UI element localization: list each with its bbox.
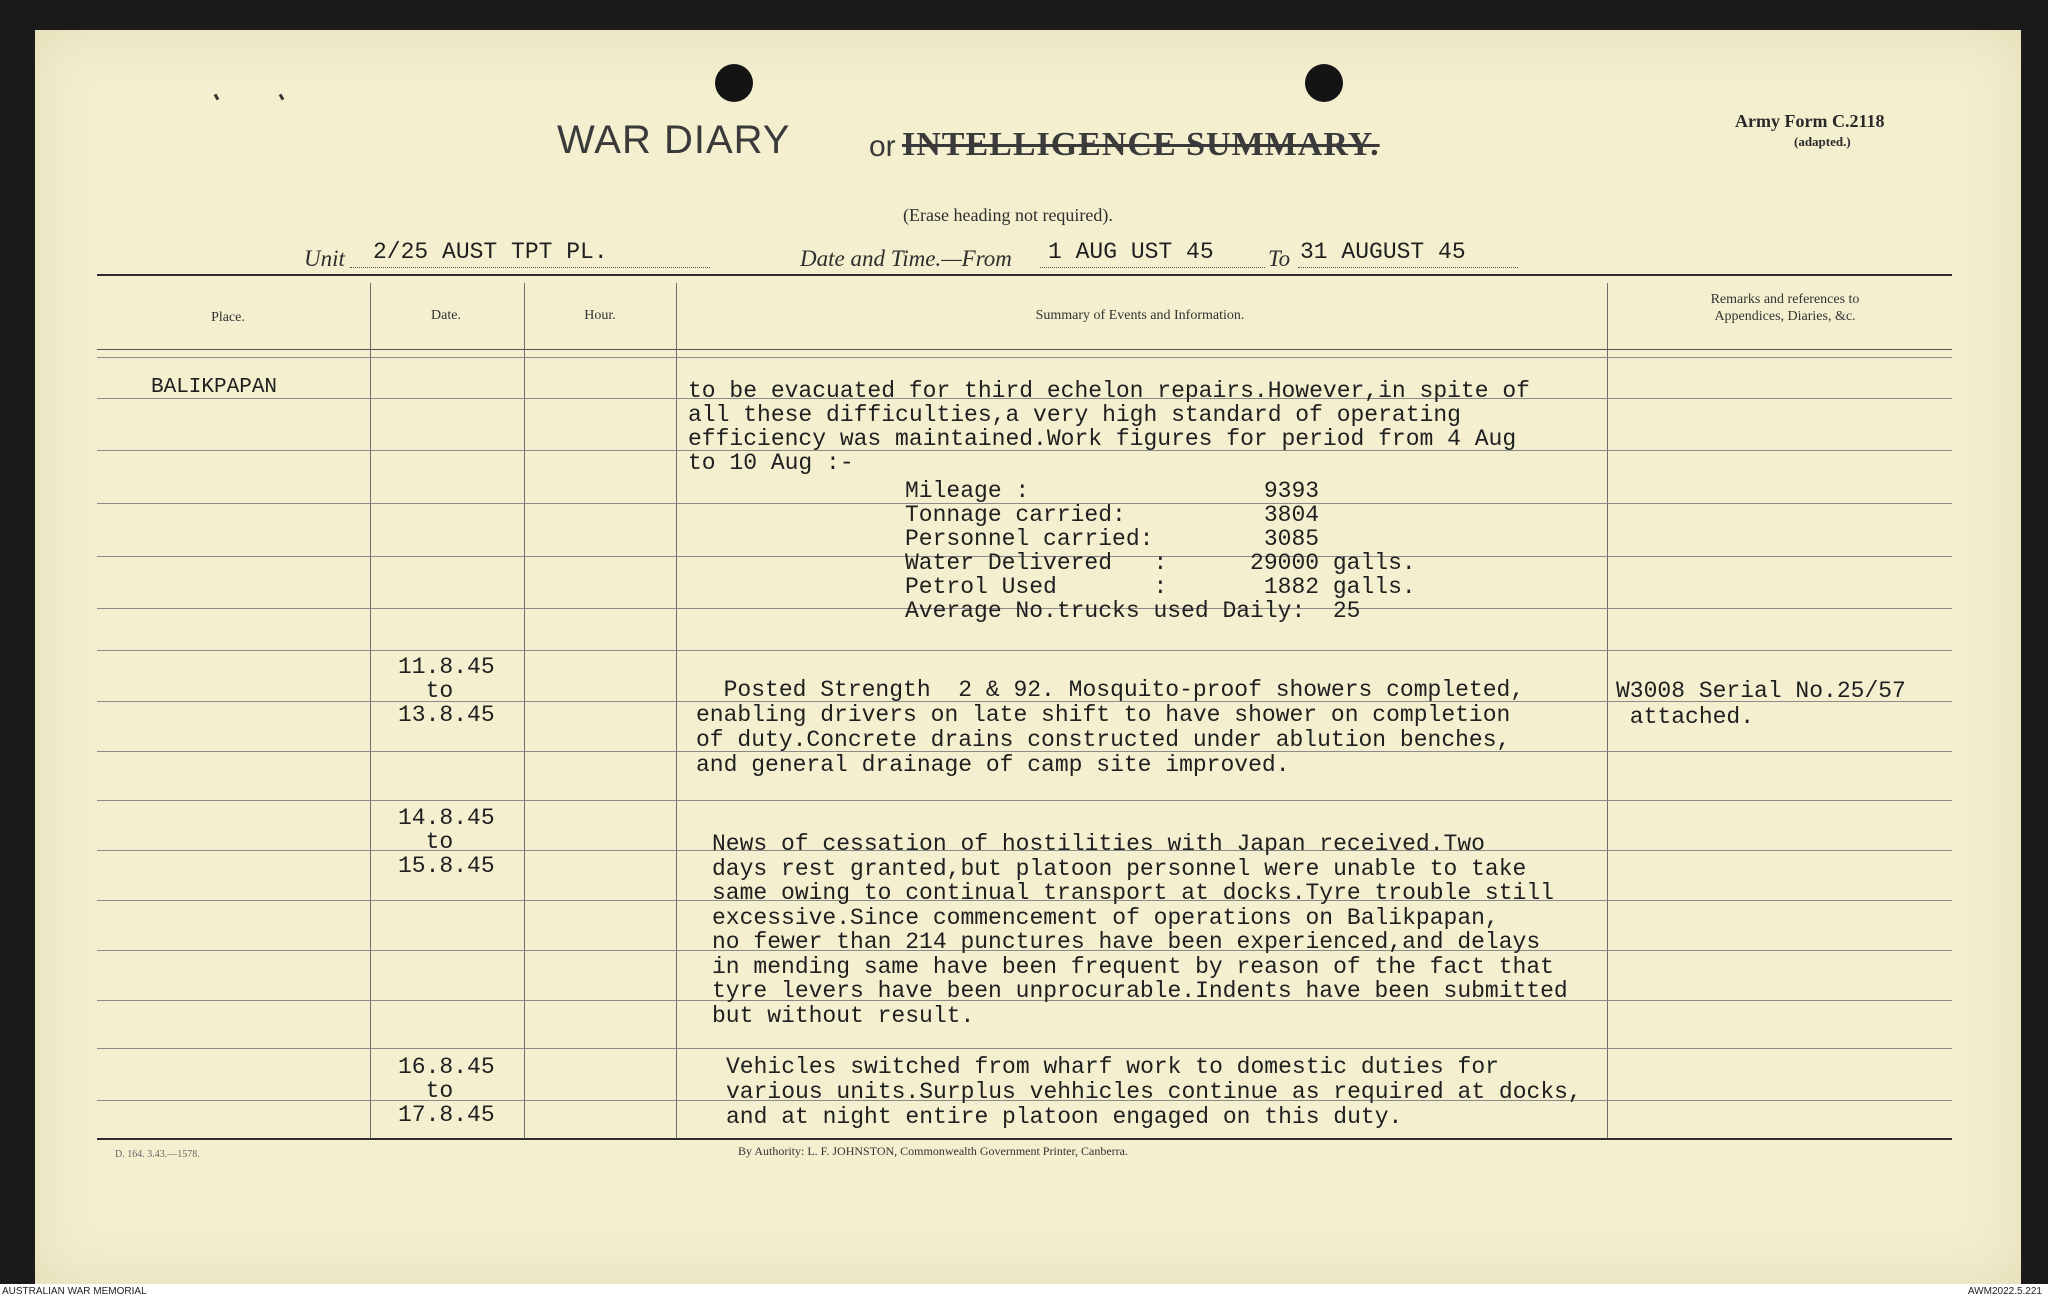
ruled-line bbox=[97, 650, 1952, 651]
print-code: D. 164. 3.43.—1578. bbox=[115, 1149, 200, 1160]
archive-name: AUSTRALIAN WAR MEMORIAL bbox=[2, 1286, 147, 1297]
army-form-number: Army Form C.2118 bbox=[1735, 111, 1885, 131]
work-figures-table: Mileage : 9393 Tonnage carried: 3804 Personnel carried: 3085 Water Delivered : 29000 galls. Petrol Used : 1882 galls. Average No.trucks used Daily: 25 bbox=[905, 478, 1416, 624]
form-title-or: or bbox=[869, 130, 896, 163]
table-bottom-rule bbox=[97, 1138, 1952, 1140]
unit-value: 2/25 AUST TPT PL. bbox=[373, 239, 608, 265]
erase-note: (Erase heading not required). bbox=[903, 205, 1113, 225]
date-time-label: Date and Time.—From bbox=[800, 246, 1012, 271]
place-entry: BALIKPAPAN bbox=[151, 376, 278, 399]
table-top-rule bbox=[97, 274, 1952, 276]
to-value: 31 AUGUST 45 bbox=[1300, 239, 1466, 265]
column-header-place: Place. bbox=[211, 310, 245, 325]
summary-paragraph-3: News of cessation of hostilities with Japan received.Two days rest granted,but platoon personnel were unable to take same owing to continual transport at docks.Tyre trouble still excessive.Since commencement of operations on Balikpapan, no fewer than 214 punctures have been experienced,and delays in mending same have been frequent by reason of the fact that tyre levers have been unprocurable.Indents have been submitted but without result. bbox=[712, 831, 1568, 1029]
army-form-adapted: (adapted.) bbox=[1794, 134, 1851, 149]
form-title: WAR DIARY bbox=[557, 118, 791, 162]
column-divider bbox=[524, 283, 525, 1138]
from-dotted-line bbox=[1040, 267, 1265, 268]
archive-strip bbox=[0, 1284, 2048, 1299]
header-bottom-rule bbox=[97, 349, 1952, 350]
staple-mark bbox=[279, 94, 285, 101]
to-dotted-line bbox=[1298, 267, 1518, 268]
form-title-struck: INTELLIGENCE SUMMARY. bbox=[902, 126, 1380, 163]
from-value: 1 AUG UST 45 bbox=[1048, 239, 1214, 265]
printer-authority: By Authority: L. F. JOHNSTON, Commonwealth Government Printer, Canberra. bbox=[738, 1144, 1128, 1158]
archive-reference: AWM2022.5.221 bbox=[1967, 1286, 2042, 1297]
ruled-line bbox=[97, 1048, 1952, 1049]
ruled-line bbox=[97, 357, 1952, 358]
column-header-date: Date. bbox=[431, 308, 461, 323]
column-header-summary: Summary of Events and Information. bbox=[1035, 308, 1245, 323]
summary-paragraph-4: Vehicles switched from wharf work to domestic duties for various units.Surplus vehhicles continue as required at docks, and at night entire platoon engaged on this duty. bbox=[726, 1054, 1582, 1130]
staple-mark bbox=[214, 94, 220, 101]
unit-label: Unit bbox=[304, 246, 345, 271]
remarks-entry: W3008 Serial No.25/57 attached. bbox=[1616, 678, 1906, 730]
summary-paragraph-2: Posted Strength 2 & 92. Mosquito-proof showers completed, enabling drivers on late shift to have shower on completion of duty.Concrete drains constructed under ablution benches, and general drainage of camp site improved. bbox=[696, 677, 1525, 778]
column-divider bbox=[676, 283, 677, 1138]
ruled-line bbox=[97, 800, 1952, 801]
to-label: To bbox=[1268, 246, 1291, 271]
summary-paragraph-1: to be evacuated for third echelon repairs.However,in spite of all these difficulties,a very high standard of operating efficiency was maintained.Work figures for period from 4 Aug to 10 Aug :- bbox=[688, 378, 1530, 476]
column-header-hour: Hour. bbox=[584, 308, 616, 323]
unit-dotted-line bbox=[350, 267, 710, 268]
column-divider bbox=[1607, 283, 1608, 1138]
column-header-remarks: Remarks and references to Appendices, Diaries, &c. bbox=[1710, 292, 1860, 324]
date-entry: 14.8.45 to 15.8.45 bbox=[398, 805, 495, 879]
date-entry: 11.8.45 to 13.8.45 bbox=[398, 654, 495, 728]
date-entry: 16.8.45 to 17.8.45 bbox=[398, 1054, 495, 1128]
punch-hole bbox=[1305, 64, 1343, 102]
column-divider bbox=[370, 283, 371, 1138]
punch-hole bbox=[715, 64, 753, 102]
